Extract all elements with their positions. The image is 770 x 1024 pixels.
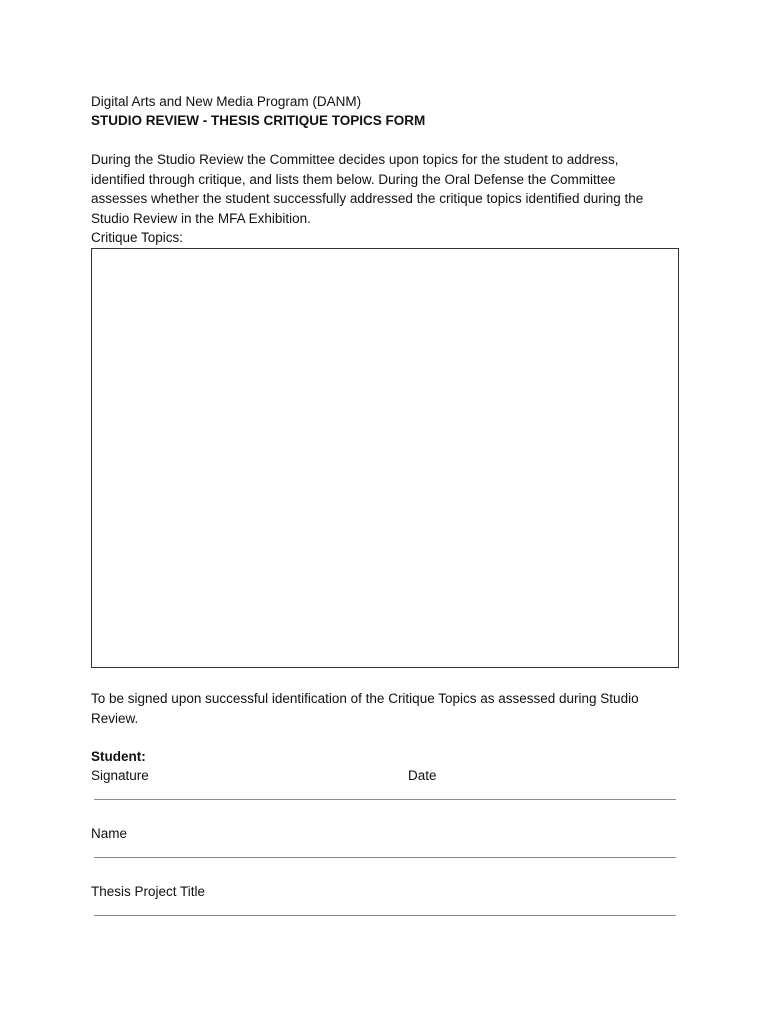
name-line xyxy=(94,857,676,858)
signature-label: Signature xyxy=(91,768,149,783)
thesis-title-line xyxy=(94,915,676,916)
signature-field[interactable] xyxy=(160,776,460,798)
critique-topics-field[interactable] xyxy=(91,248,679,668)
name-label: Name xyxy=(91,826,128,841)
date-field[interactable] xyxy=(440,776,680,798)
thesis-title-field[interactable] xyxy=(215,892,676,914)
thesis-title-label: Thesis Project Title xyxy=(91,884,206,899)
student-heading: Student: xyxy=(91,749,146,764)
program-name: Digital Arts and New Media Program (DANM) xyxy=(91,94,362,109)
sign-note: To be signed upon successful identification of the Critique Topics as assessed during Studio Review. xyxy=(91,691,639,726)
date-label: Date xyxy=(408,768,437,783)
critique-topics-label: Critique Topics: xyxy=(91,230,184,245)
name-field[interactable] xyxy=(140,834,676,856)
form-title: STUDIO REVIEW - THESIS CRITIQUE TOPICS FORM xyxy=(91,113,426,128)
intro-paragraph: During the Studio Review the Committee decides upon topics for the student to address, identified through critique, and lists them below. During the Oral Defense the Committee assesses whether the student successfully addressed the critique topics identified during the Studio Review in the MFA Exhibition. xyxy=(91,152,644,226)
signature-line xyxy=(94,799,676,800)
